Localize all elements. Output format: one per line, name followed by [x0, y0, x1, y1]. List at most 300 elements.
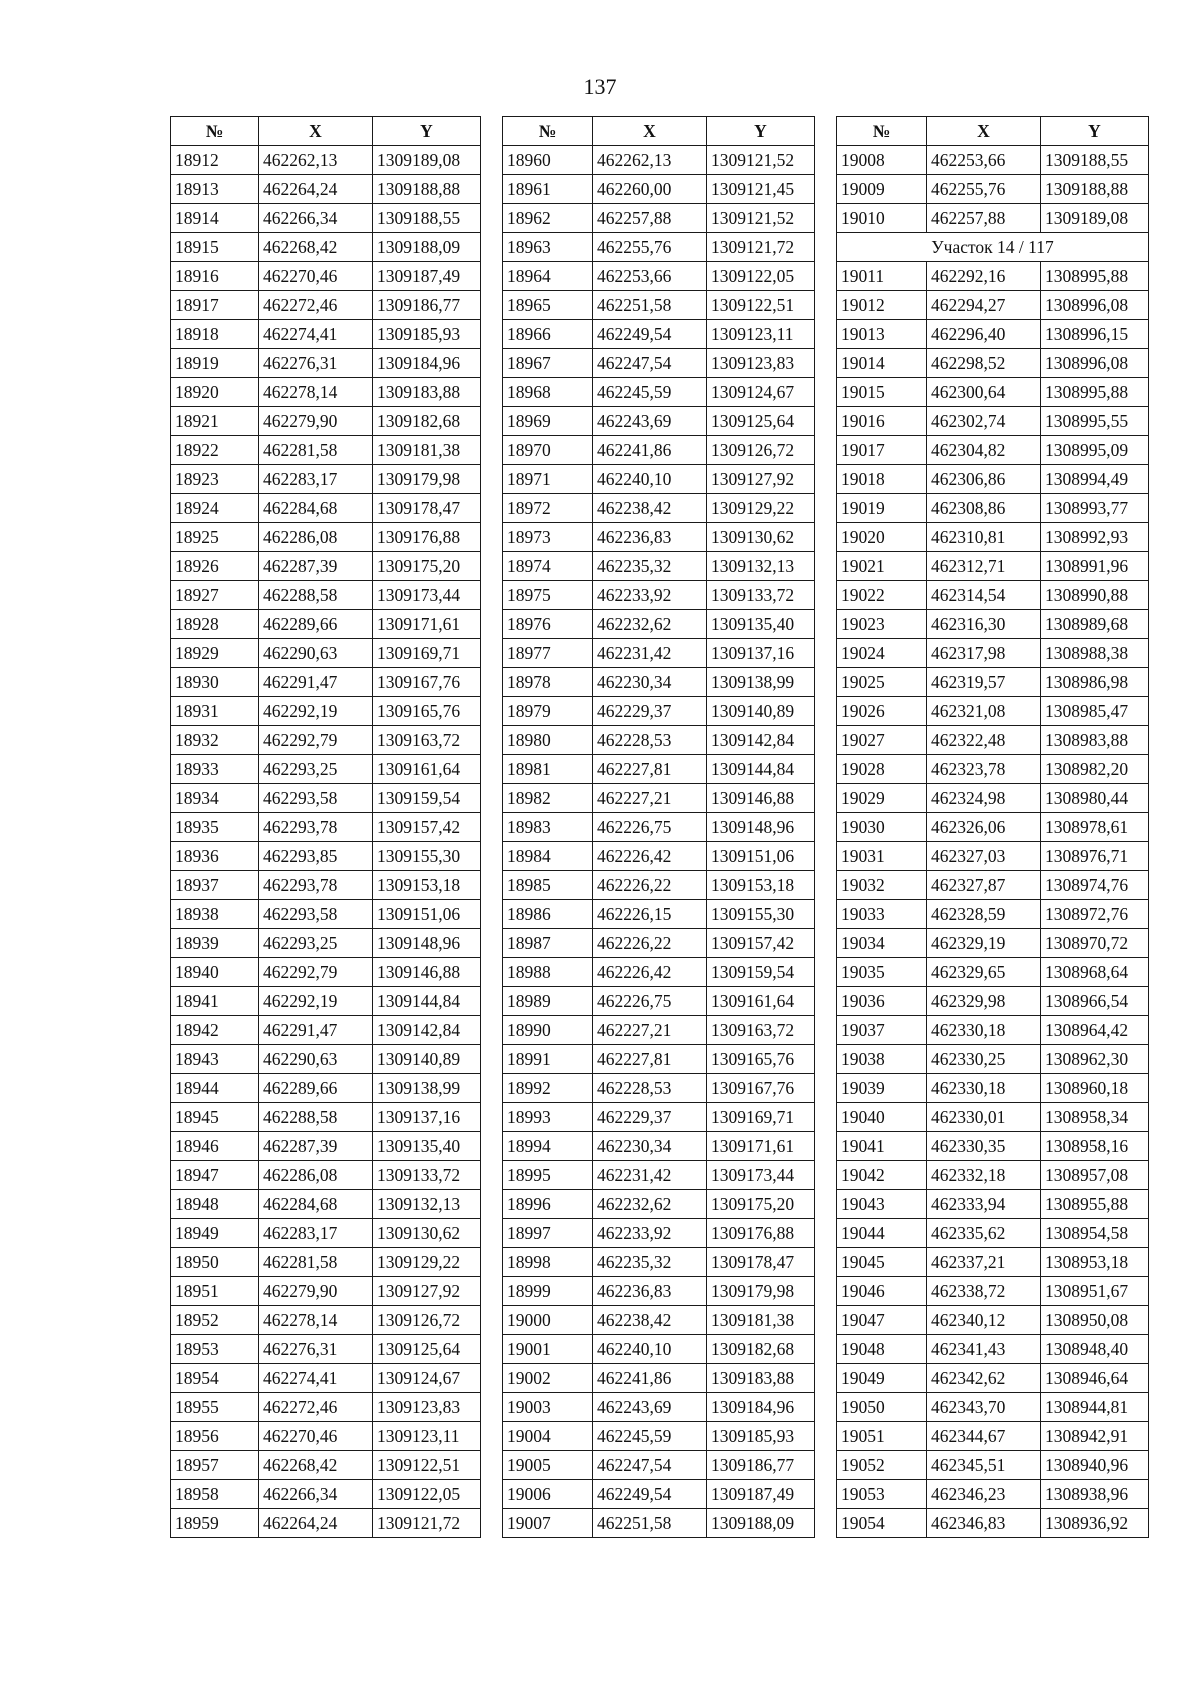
y-coordinate-cell: 1309178,47 [373, 494, 481, 523]
point-number-cell: 19029 [837, 784, 927, 813]
y-coordinate-cell: 1309182,68 [707, 1335, 815, 1364]
y-coordinate-cell: 1309159,54 [707, 958, 815, 987]
table-row [503, 1509, 815, 1538]
y-coordinate-cell: 1309186,77 [373, 291, 481, 320]
point-number-cell: 18950 [171, 1248, 259, 1277]
section-separator-row [837, 233, 1149, 262]
point-number-cell: 18990 [503, 1016, 593, 1045]
x-coordinate-cell: 462272,46 [259, 1393, 373, 1422]
x-coordinate-cell: 462227,81 [593, 755, 707, 784]
x-coordinate-cell: 462293,58 [259, 900, 373, 929]
point-number-cell: 19033 [837, 900, 927, 929]
y-coordinate-cell: 1309184,96 [373, 349, 481, 378]
point-number-cell: 18972 [503, 494, 593, 523]
y-coordinate-cell: 1308954,58 [1041, 1219, 1149, 1248]
point-number-cell: 19036 [837, 987, 927, 1016]
table-row [503, 610, 815, 639]
y-coordinate-cell: 1308948,40 [1041, 1335, 1149, 1364]
table-row [837, 1219, 1149, 1248]
point-number-cell: 19015 [837, 378, 927, 407]
table-row [171, 1190, 481, 1219]
table-row [503, 407, 815, 436]
y-coordinate-cell: 1309142,84 [373, 1016, 481, 1045]
point-number-cell: 19009 [837, 175, 927, 204]
point-number-cell: 18976 [503, 610, 593, 639]
point-number-cell: 18991 [503, 1045, 593, 1074]
point-number-cell: 18947 [171, 1161, 259, 1190]
y-coordinate-cell: 1309188,88 [373, 175, 481, 204]
point-number-cell: 18925 [171, 523, 259, 552]
point-number-cell: 18945 [171, 1103, 259, 1132]
x-coordinate-cell: 462276,31 [259, 349, 373, 378]
y-coordinate-cell: 1308995,55 [1041, 407, 1149, 436]
x-coordinate-cell: 462281,58 [259, 1248, 373, 1277]
x-coordinate-cell: 462306,86 [927, 465, 1041, 494]
point-number-cell: 18960 [503, 146, 593, 175]
y-coordinate-cell: 1309179,98 [707, 1277, 815, 1306]
point-number-cell: 19000 [503, 1306, 593, 1335]
point-number-cell: 18949 [171, 1219, 259, 1248]
x-coordinate-cell: 462245,59 [593, 1422, 707, 1451]
table-row [837, 1277, 1149, 1306]
y-coordinate-cell: 1308985,47 [1041, 697, 1149, 726]
y-coordinate-cell: 1309188,88 [1041, 175, 1149, 204]
y-column-header: Y [707, 117, 815, 146]
table-row [503, 1219, 815, 1248]
table-row [837, 175, 1149, 204]
y-coordinate-cell: 1309151,06 [707, 842, 815, 871]
x-coordinate-cell: 462343,70 [927, 1393, 1041, 1422]
point-number-cell: 18992 [503, 1074, 593, 1103]
table-row [837, 639, 1149, 668]
table-header-row [503, 117, 815, 146]
x-coordinate-cell: 462314,54 [927, 581, 1041, 610]
y-coordinate-cell: 1309124,67 [707, 378, 815, 407]
x-coordinate-cell: 462251,58 [593, 1509, 707, 1538]
y-coordinate-cell: 1309176,88 [373, 523, 481, 552]
x-coordinate-cell: 462329,98 [927, 987, 1041, 1016]
table-row [503, 1045, 815, 1074]
x-coordinate-cell: 462322,48 [927, 726, 1041, 755]
y-coordinate-cell: 1309127,92 [707, 465, 815, 494]
x-coordinate-cell: 462245,59 [593, 378, 707, 407]
point-number-cell: 19012 [837, 291, 927, 320]
x-coordinate-cell: 462232,62 [593, 610, 707, 639]
table-row [503, 1393, 815, 1422]
y-coordinate-cell: 1309165,76 [707, 1045, 815, 1074]
x-coordinate-cell: 462294,27 [927, 291, 1041, 320]
y-coordinate-cell: 1308938,96 [1041, 1480, 1149, 1509]
table-row [837, 1016, 1149, 1045]
point-number-cell: 18995 [503, 1161, 593, 1190]
table-row [171, 784, 481, 813]
y-coordinate-cell: 1309187,49 [707, 1480, 815, 1509]
point-number-cell: 18974 [503, 552, 593, 581]
table-row [837, 465, 1149, 494]
point-number-cell: 18931 [171, 697, 259, 726]
y-coordinate-cell: 1309183,88 [373, 378, 481, 407]
y-coordinate-cell: 1309175,20 [707, 1190, 815, 1219]
table-row [503, 871, 815, 900]
x-coordinate-cell: 462227,21 [593, 784, 707, 813]
point-number-cell: 18973 [503, 523, 593, 552]
table-row [503, 262, 815, 291]
x-coordinate-cell: 462321,08 [927, 697, 1041, 726]
y-coordinate-cell: 1309151,06 [373, 900, 481, 929]
y-coordinate-cell: 1309153,18 [707, 871, 815, 900]
point-number-cell: 19021 [837, 552, 927, 581]
x-coordinate-cell: 462335,62 [927, 1219, 1041, 1248]
y-coordinate-cell: 1309155,30 [707, 900, 815, 929]
y-coordinate-cell: 1309142,84 [707, 726, 815, 755]
table-row [503, 349, 815, 378]
x-coordinate-cell: 462226,42 [593, 958, 707, 987]
table-row [503, 436, 815, 465]
point-number-cell: 18955 [171, 1393, 259, 1422]
x-coordinate-cell: 462253,66 [593, 262, 707, 291]
x-coordinate-cell: 462264,24 [259, 1509, 373, 1538]
point-number-cell: 18913 [171, 175, 259, 204]
y-coordinate-cell: 1308958,16 [1041, 1132, 1149, 1161]
x-coordinate-cell: 462330,01 [927, 1103, 1041, 1132]
point-number-cell: 18933 [171, 755, 259, 784]
table-row [171, 900, 481, 929]
table-row [503, 726, 815, 755]
x-coordinate-cell: 462284,68 [259, 494, 373, 523]
x-coordinate-cell: 462268,42 [259, 233, 373, 262]
y-coordinate-cell: 1309144,84 [373, 987, 481, 1016]
y-coordinate-cell: 1309146,88 [373, 958, 481, 987]
x-coordinate-cell: 462290,63 [259, 1045, 373, 1074]
y-coordinate-cell: 1309133,72 [373, 1161, 481, 1190]
table-row [171, 552, 481, 581]
y-coordinate-cell: 1309146,88 [707, 784, 815, 813]
x-coordinate-cell: 462228,53 [593, 726, 707, 755]
point-number-cell: 18993 [503, 1103, 593, 1132]
x-coordinate-cell: 462345,51 [927, 1451, 1041, 1480]
point-number-cell: 19038 [837, 1045, 927, 1074]
x-coordinate-cell: 462262,13 [593, 146, 707, 175]
x-coordinate-cell: 462292,16 [927, 262, 1041, 291]
point-number-cell: 19046 [837, 1277, 927, 1306]
x-coordinate-cell: 462226,75 [593, 987, 707, 1016]
y-coordinate-cell: 1309157,42 [707, 929, 815, 958]
y-coordinate-cell: 1309184,96 [707, 1393, 815, 1422]
point-number-cell: 18919 [171, 349, 259, 378]
x-coordinate-cell: 462233,92 [593, 581, 707, 610]
y-coordinate-cell: 1309122,05 [707, 262, 815, 291]
point-number-cell: 18912 [171, 146, 259, 175]
y-coordinate-cell: 1309189,08 [1041, 204, 1149, 233]
y-coordinate-cell: 1309123,11 [707, 320, 815, 349]
table-row [503, 1190, 815, 1219]
y-coordinate-cell: 1309187,49 [373, 262, 481, 291]
y-coordinate-cell: 1308976,71 [1041, 842, 1149, 871]
y-coordinate-cell: 1308995,88 [1041, 262, 1149, 291]
table-row [171, 175, 481, 204]
table-row [837, 697, 1149, 726]
table-row [503, 639, 815, 668]
point-number-cell: 18948 [171, 1190, 259, 1219]
table-row [171, 929, 481, 958]
point-number-cell: 18959 [171, 1509, 259, 1538]
x-coordinate-cell: 462240,10 [593, 465, 707, 494]
x-coordinate-cell: 462319,57 [927, 668, 1041, 697]
point-number-cell: 18988 [503, 958, 593, 987]
point-number-cell: 19023 [837, 610, 927, 639]
x-coordinate-cell: 462262,13 [259, 146, 373, 175]
point-number-cell: 18979 [503, 697, 593, 726]
point-number-cell: 18929 [171, 639, 259, 668]
x-coordinate-cell: 462238,42 [593, 1306, 707, 1335]
y-coordinate-cell: 1308955,88 [1041, 1190, 1149, 1219]
point-number-cell: 18932 [171, 726, 259, 755]
point-number-cell: 18916 [171, 262, 259, 291]
y-coordinate-cell: 1308942,91 [1041, 1422, 1149, 1451]
y-coordinate-cell: 1308962,30 [1041, 1045, 1149, 1074]
point-number-cell: 19043 [837, 1190, 927, 1219]
table-header-row [171, 117, 481, 146]
point-number-cell: 18951 [171, 1277, 259, 1306]
x-coordinate-cell: 462330,25 [927, 1045, 1041, 1074]
x-coordinate-cell: 462255,76 [593, 233, 707, 262]
y-coordinate-cell: 1309123,83 [373, 1393, 481, 1422]
y-coordinate-cell: 1309171,61 [707, 1132, 815, 1161]
point-number-cell: 19004 [503, 1422, 593, 1451]
point-number-cell: 18956 [171, 1422, 259, 1451]
table-row [171, 1161, 481, 1190]
y-coordinate-cell: 1308978,61 [1041, 813, 1149, 842]
point-number-cell: 18984 [503, 842, 593, 871]
table-row [171, 523, 481, 552]
y-coordinate-cell: 1308983,88 [1041, 726, 1149, 755]
y-coordinate-cell: 1309135,40 [373, 1132, 481, 1161]
x-coordinate-cell: 462289,66 [259, 1074, 373, 1103]
point-number-cell: 19001 [503, 1335, 593, 1364]
point-number-cell: 18964 [503, 262, 593, 291]
table-row [171, 813, 481, 842]
x-coordinate-cell: 462279,90 [259, 407, 373, 436]
point-number-cell: 18980 [503, 726, 593, 755]
table-row [171, 1132, 481, 1161]
y-coordinate-cell: 1309159,54 [373, 784, 481, 813]
point-number-cell: 18968 [503, 378, 593, 407]
table-row [171, 1451, 481, 1480]
table-row [837, 494, 1149, 523]
y-coordinate-cell: 1309179,98 [373, 465, 481, 494]
x-coordinate-cell: 462236,83 [593, 523, 707, 552]
table-row [503, 552, 815, 581]
y-coordinate-cell: 1309188,09 [707, 1509, 815, 1538]
x-coordinate-cell: 462286,08 [259, 523, 373, 552]
point-number-cell: 19026 [837, 697, 927, 726]
x-coordinate-cell: 462281,58 [259, 436, 373, 465]
x-coordinate-cell: 462291,47 [259, 1016, 373, 1045]
point-number-cell: 19045 [837, 1248, 927, 1277]
table-row [503, 1277, 815, 1306]
table-row [503, 378, 815, 407]
y-coordinate-cell: 1309130,62 [707, 523, 815, 552]
point-number-cell: 19006 [503, 1480, 593, 1509]
y-coordinate-cell: 1309137,16 [707, 639, 815, 668]
x-coordinate-cell: 462293,25 [259, 755, 373, 784]
x-coordinate-cell: 462287,39 [259, 1132, 373, 1161]
point-number-cell: 18962 [503, 204, 593, 233]
point-number-cell: 18954 [171, 1364, 259, 1393]
x-coordinate-cell: 462340,12 [927, 1306, 1041, 1335]
table-row [171, 436, 481, 465]
y-coordinate-cell: 1309126,72 [373, 1306, 481, 1335]
table-row [837, 1132, 1149, 1161]
y-coordinate-cell: 1309124,67 [373, 1364, 481, 1393]
x-coordinate-cell: 462329,19 [927, 929, 1041, 958]
table-row [171, 1016, 481, 1045]
point-number-cell: 18934 [171, 784, 259, 813]
y-coordinate-cell: 1309188,55 [373, 204, 481, 233]
x-coordinate-cell: 462284,68 [259, 1190, 373, 1219]
y-coordinate-cell: 1308950,08 [1041, 1306, 1149, 1335]
point-number-cell: 19018 [837, 465, 927, 494]
x-coordinate-cell: 462253,66 [927, 146, 1041, 175]
y-coordinate-cell: 1309176,88 [707, 1219, 815, 1248]
table-row [503, 900, 815, 929]
x-coordinate-cell: 462279,90 [259, 1277, 373, 1306]
table-row [171, 755, 481, 784]
point-number-cell: 18921 [171, 407, 259, 436]
y-coordinate-cell: 1309161,64 [373, 755, 481, 784]
table-row [503, 1306, 815, 1335]
table-row [171, 233, 481, 262]
x-coordinate-cell: 462342,62 [927, 1364, 1041, 1393]
point-number-cell: 18966 [503, 320, 593, 349]
y-coordinate-cell: 1308995,88 [1041, 378, 1149, 407]
point-number-cell: 19007 [503, 1509, 593, 1538]
table-row [837, 1161, 1149, 1190]
table-row [503, 1364, 815, 1393]
point-number-cell: 18985 [503, 871, 593, 900]
x-coordinate-cell: 462293,78 [259, 813, 373, 842]
table-row [837, 1480, 1149, 1509]
table-row [503, 755, 815, 784]
y-coordinate-cell: 1309188,09 [373, 233, 481, 262]
table-row [503, 233, 815, 262]
point-number-cell: 18971 [503, 465, 593, 494]
y-coordinate-cell: 1308996,15 [1041, 320, 1149, 349]
y-coordinate-cell: 1309173,44 [707, 1161, 815, 1190]
x-coordinate-cell: 462226,22 [593, 871, 707, 900]
y-coordinate-cell: 1309122,51 [373, 1451, 481, 1480]
point-number-cell: 19005 [503, 1451, 593, 1480]
x-coordinate-cell: 462247,54 [593, 1451, 707, 1480]
x-coordinate-cell: 462251,58 [593, 291, 707, 320]
x-coordinate-cell: 462226,22 [593, 929, 707, 958]
x-coordinate-cell: 462302,74 [927, 407, 1041, 436]
x-coordinate-cell: 462238,42 [593, 494, 707, 523]
x-coordinate-cell: 462346,83 [927, 1509, 1041, 1538]
table-row [837, 1393, 1149, 1422]
x-coordinate-cell: 462312,71 [927, 552, 1041, 581]
table-row [837, 1045, 1149, 1074]
y-coordinate-cell: 1309155,30 [373, 842, 481, 871]
coordinates-table-3 [836, 116, 1149, 1538]
x-coordinate-cell: 462232,62 [593, 1190, 707, 1219]
point-number-cell: 18946 [171, 1132, 259, 1161]
point-number-cell: 18970 [503, 436, 593, 465]
point-number-cell: 19052 [837, 1451, 927, 1480]
point-number-cell: 19028 [837, 755, 927, 784]
x-coordinate-cell: 462236,83 [593, 1277, 707, 1306]
y-coordinate-cell: 1308953,18 [1041, 1248, 1149, 1277]
point-number-cell: 18981 [503, 755, 593, 784]
x-coordinate-cell: 462283,17 [259, 1219, 373, 1248]
table-row [171, 1248, 481, 1277]
y-coordinate-cell: 1309135,40 [707, 610, 815, 639]
table-row [503, 1132, 815, 1161]
point-number-cell: 19013 [837, 320, 927, 349]
x-coordinate-cell: 462249,54 [593, 1480, 707, 1509]
point-number-cell: 18943 [171, 1045, 259, 1074]
point-number-cell: 18987 [503, 929, 593, 958]
x-coordinate-cell: 462231,42 [593, 639, 707, 668]
point-number-cell: 18928 [171, 610, 259, 639]
point-number-cell: 19044 [837, 1219, 927, 1248]
table-row [503, 813, 815, 842]
y-coordinate-cell: 1309165,76 [373, 697, 481, 726]
table-row [837, 1248, 1149, 1277]
y-coordinate-cell: 1309121,45 [707, 175, 815, 204]
table-row [837, 1422, 1149, 1451]
point-number-cell: 19016 [837, 407, 927, 436]
y-coordinate-cell: 1309163,72 [373, 726, 481, 755]
x-coordinate-cell: 462291,47 [259, 668, 373, 697]
x-coordinate-cell: 462233,92 [593, 1219, 707, 1248]
table-row [503, 1074, 815, 1103]
y-coordinate-cell: 1308968,64 [1041, 958, 1149, 987]
table-row [171, 987, 481, 1016]
y-coordinate-cell: 1309132,13 [707, 552, 815, 581]
table-row [837, 146, 1149, 175]
x-coordinate-cell: 462330,18 [927, 1016, 1041, 1045]
y-coordinate-cell: 1308966,54 [1041, 987, 1149, 1016]
table-row [171, 465, 481, 494]
table-body [171, 146, 481, 1538]
x-coordinate-cell: 462316,30 [927, 610, 1041, 639]
point-number-cell: 18939 [171, 929, 259, 958]
number-column-header: № [837, 117, 927, 146]
y-coordinate-cell: 1309123,83 [707, 349, 815, 378]
x-coordinate-cell: 462230,34 [593, 668, 707, 697]
x-coordinate-cell: 462293,78 [259, 871, 373, 900]
table-row [171, 697, 481, 726]
y-coordinate-cell: 1308960,18 [1041, 1074, 1149, 1103]
coordinates-table-2 [502, 116, 815, 1538]
table-row [171, 262, 481, 291]
y-coordinate-cell: 1309181,38 [707, 1306, 815, 1335]
y-coordinate-cell: 1309182,68 [373, 407, 481, 436]
table-row [837, 1190, 1149, 1219]
point-number-cell: 19008 [837, 146, 927, 175]
table-row [171, 378, 481, 407]
table-body [837, 146, 1149, 1538]
y-coordinate-cell: 1308996,08 [1041, 291, 1149, 320]
x-coordinate-cell: 462344,67 [927, 1422, 1041, 1451]
table-row [171, 668, 481, 697]
y-coordinate-cell: 1309167,76 [373, 668, 481, 697]
point-number-cell: 18989 [503, 987, 593, 1016]
x-coordinate-cell: 462292,19 [259, 987, 373, 1016]
x-coordinate-cell: 462278,14 [259, 378, 373, 407]
y-column-header: Y [373, 117, 481, 146]
